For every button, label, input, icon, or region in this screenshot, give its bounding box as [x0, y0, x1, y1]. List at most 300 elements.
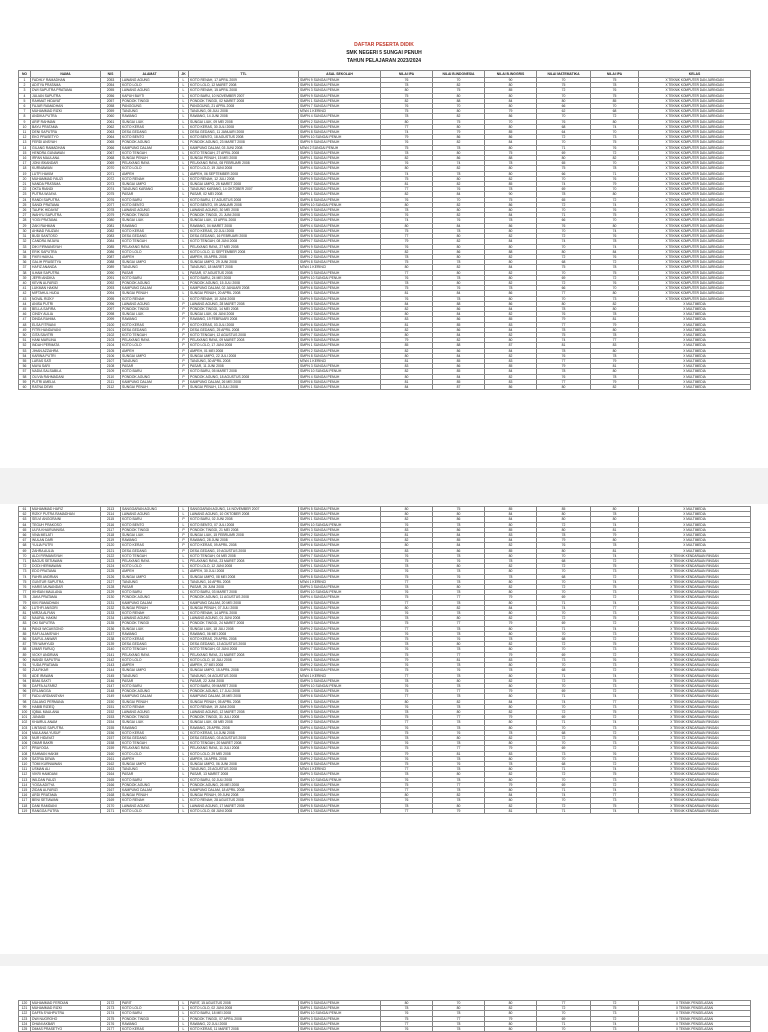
student-gender: L — [179, 1027, 189, 1032]
score-indonesian: 78 — [433, 569, 485, 574]
row-number: 104 — [19, 730, 31, 735]
student-name: IQBAL MAULANA — [31, 709, 101, 714]
student-nis: 2162 — [101, 761, 121, 766]
student-nis: 2071 — [101, 171, 121, 176]
student-address: PASAR — [121, 772, 179, 777]
score-indonesian: 82 — [433, 166, 485, 171]
score-ipa: 84 — [381, 301, 433, 306]
score-indonesian: 70 — [433, 104, 485, 109]
student-nis: 2065 — [101, 140, 121, 145]
score-math: 75 — [537, 265, 591, 270]
student-address: KOTO TENGAH — [121, 239, 179, 244]
student-birth: DESA GEDANG, 25 APRIL 2008 — [189, 327, 299, 332]
origin-school: SMPN 1 SUNGAI PENUH — [299, 98, 381, 103]
student-address: KOTO KERAS — [121, 228, 179, 233]
score-ipa: 81 — [381, 379, 433, 384]
score-indonesian: 86 — [433, 327, 485, 332]
origin-school: SMPN 5 SUNGAI PENUH — [299, 803, 381, 808]
row-number: 18 — [19, 166, 31, 171]
score-english: 85 — [485, 88, 537, 93]
score-math: 80 — [537, 517, 591, 522]
student-gender: P — [179, 343, 189, 348]
score-math: 66 — [537, 171, 591, 176]
row-number: 123 — [19, 1016, 31, 1021]
row-number: 88 — [19, 647, 31, 652]
student-gender: L — [179, 678, 189, 683]
row-number: 116 — [19, 793, 31, 798]
score-ipa: 80 — [381, 605, 433, 610]
score-ipa: 78 — [381, 585, 433, 590]
student-nis: 2145 — [101, 673, 121, 678]
student-class: X TEKNIK KOMPUTER DAN JARINGAN — [639, 182, 751, 187]
row-number: 83 — [19, 621, 31, 626]
student-birth: PONDOK TINGGI, 31 JULI 2008 — [189, 715, 299, 720]
row-number: 55 — [19, 358, 31, 363]
score-math: 70 — [537, 756, 591, 761]
score-indonesian: 78 — [433, 260, 485, 265]
origin-school: SMPN 9 SUNGAI PENUH — [299, 176, 381, 181]
score-ipa: 80 — [381, 223, 433, 228]
student-gender: L — [179, 751, 189, 756]
score-ipa-2: 79 — [591, 379, 639, 384]
row-number: 36 — [19, 260, 31, 265]
student-nis: 2093 — [101, 286, 121, 291]
score-indonesian: 86 — [433, 527, 485, 532]
student-address: PELAYANG RAYA — [121, 746, 179, 751]
student-class: X TEKNIK KOMPUTER DAN JARINGAN — [639, 114, 751, 119]
score-ipa-2: 75 — [591, 709, 639, 714]
student-name: GALANG PERMANA — [31, 699, 101, 704]
student-address: SUNGAI UMPO — [121, 574, 179, 579]
origin-school: SMPN 10 SUNGAI PENUH — [299, 683, 381, 688]
score-english: 79 — [485, 746, 537, 751]
student-name: ADE IRAWAN — [31, 673, 101, 678]
score-ipa-2: 73 — [591, 296, 639, 301]
origin-school: SMPN 1 SUNGAI PENUH — [299, 517, 381, 522]
score-ipa: 76 — [381, 104, 433, 109]
score-ipa: 75 — [381, 1016, 433, 1021]
score-indonesian: 88 — [433, 301, 485, 306]
score-ipa-2: 72 — [591, 689, 639, 694]
student-name: MUHAMMAD FERDIAN — [31, 1001, 101, 1006]
score-ipa: 75 — [381, 621, 433, 626]
student-class: X TEKNIK PENGELASAN — [639, 1027, 751, 1032]
score-indonesian: 84 — [433, 192, 485, 197]
score-english: 80 — [485, 798, 537, 803]
student-class: X MULTIMEDIA — [639, 507, 751, 512]
student-name: DANI RAMDANI — [31, 803, 101, 808]
score-ipa: 76 — [381, 569, 433, 574]
student-gender: L — [179, 1011, 189, 1016]
student-birth: KOTO TENGAH, 08 JUNI 2008 — [189, 239, 299, 244]
score-math: 68 — [537, 761, 591, 766]
origin-school: SMPN 9 SUNGAI PENUH — [299, 798, 381, 803]
student-gender: L — [179, 280, 189, 285]
student-nis: 2095 — [101, 296, 121, 301]
student-gender: L — [179, 166, 189, 171]
score-ipa: 77 — [381, 808, 433, 813]
score-math: 72 — [537, 564, 591, 569]
score-ipa-2: 72 — [591, 197, 639, 202]
score-math: 72 — [537, 254, 591, 259]
student-gender: L — [179, 208, 189, 213]
student-gender: P — [179, 369, 189, 374]
student-address: PASAR — [121, 270, 179, 275]
student-address: AMPEH — [121, 663, 179, 668]
student-address: KOTO BARU — [121, 590, 179, 595]
column-header: KELAS — [639, 71, 751, 78]
score-math: 71 — [537, 808, 591, 813]
row-number: 13 — [19, 140, 31, 145]
row-number: 80 — [19, 605, 31, 610]
score-ipa: 76 — [381, 590, 433, 595]
student-name: GUNTUR SAPUTRA — [31, 579, 101, 584]
student-birth: LAWANG AGUNG, 12 MARET 2008 — [189, 709, 299, 714]
origin-school: SMPN 5 SUNGAI PENUH — [299, 507, 381, 512]
student-gender: L — [179, 782, 189, 787]
student-class: X MULTIMEDIA — [639, 338, 751, 343]
student-name: KHAIRUL ANAM — [31, 720, 101, 725]
student-name: NOVAL RIZKY — [31, 296, 101, 301]
score-ipa: 77 — [381, 187, 433, 192]
score-indonesian: 84 — [433, 332, 485, 337]
score-math: 68 — [537, 260, 591, 265]
student-address: PONDOK AGUNG — [121, 689, 179, 694]
student-gender: L — [179, 286, 189, 291]
student-gender: P — [179, 358, 189, 363]
score-english: 86 — [485, 384, 537, 389]
origin-school: SMPN 9 SUNGAI PENUH — [299, 244, 381, 249]
student-birth: KOTO TENGAH, 02 JUNI 2008 — [189, 647, 299, 652]
score-ipa-2: 75 — [591, 270, 639, 275]
student-address: KOTO TENGAH — [121, 332, 179, 337]
score-ipa-2: 75 — [591, 678, 639, 683]
student-gender: L — [179, 114, 189, 119]
origin-school: SMPN 10 SUNGAI PENUH — [299, 275, 381, 280]
row-number: 52 — [19, 343, 31, 348]
student-address: PASAR — [121, 678, 179, 683]
score-math: 76 — [537, 119, 591, 124]
score-english: 90 — [485, 78, 537, 83]
student-birth: PONDOK AGUNG, 23 MARET 2008 — [189, 140, 299, 145]
score-indonesian: 87 — [433, 384, 485, 389]
score-english: 80 — [485, 590, 537, 595]
row-number: 34 — [19, 249, 31, 254]
student-gender: L — [179, 808, 189, 813]
score-ipa: 75 — [381, 595, 433, 600]
score-english: 79 — [485, 652, 537, 657]
score-english: 80 — [485, 741, 537, 746]
student-name: AHMAD FAUZAN — [31, 228, 101, 233]
score-ipa: 74 — [381, 218, 433, 223]
origin-school: SMPN 10 SUNGAI PENUH — [299, 135, 381, 140]
student-gender: L — [179, 83, 189, 88]
row-number: 95 — [19, 683, 31, 688]
score-english: 80 — [485, 631, 537, 636]
student-name: WANDI SAPUTRA — [31, 657, 101, 662]
student-address: AMPEH — [121, 569, 179, 574]
student-gender: L — [179, 119, 189, 124]
student-gender: L — [179, 265, 189, 270]
origin-school: SMPN 8 SUNGAI PENUH — [299, 130, 381, 135]
score-math: 70 — [537, 569, 591, 574]
score-ipa: 76 — [381, 553, 433, 558]
score-ipa: 77 — [381, 124, 433, 129]
student-birth: KOTO BARU, 02 JULI 2008 — [189, 777, 299, 782]
origin-school: SMPN 4 SUNGAI PENUH — [299, 782, 381, 787]
student-class: X MULTIMEDIA — [639, 543, 751, 548]
student-birth: PANGGUNG, 21 APRIL 2008 — [189, 104, 299, 109]
row-number: 30 — [19, 228, 31, 233]
score-ipa: 74 — [381, 171, 433, 176]
score-english: 82 — [485, 772, 537, 777]
column-header: NILAI B.INDONESIA — [433, 71, 485, 78]
score-ipa: 76 — [381, 631, 433, 636]
score-math: 71 — [537, 720, 591, 725]
student-class: X TEKNIK KOMPUTER DAN JARINGAN — [639, 218, 751, 223]
score-english: 79 — [485, 109, 537, 114]
student-class: X TEKNIK KOMPUTER DAN JARINGAN — [639, 88, 751, 93]
score-math: 70 — [537, 114, 591, 119]
score-ipa: 77 — [381, 767, 433, 772]
student-gender: L — [179, 187, 189, 192]
score-ipa: 76 — [381, 296, 433, 301]
score-math: 71 — [537, 787, 591, 792]
row-number: 51 — [19, 338, 31, 343]
score-math: 79 — [537, 538, 591, 543]
score-english: 80 — [485, 260, 537, 265]
score-indonesian: 80 — [433, 616, 485, 621]
score-ipa-2: 74 — [591, 202, 639, 207]
score-math: 77 — [537, 379, 591, 384]
student-birth: PONDOK AGUNG, 26 MEI 2008 — [189, 782, 299, 787]
score-math: 77 — [537, 291, 591, 296]
student-name: DAFFA ALFARIZ — [31, 683, 101, 688]
score-math: 74 — [537, 338, 591, 343]
student-birth: KOTO LOLO, 10 JULI 2008 — [189, 657, 299, 662]
student-class: X TEKNIK PENGELASAN — [639, 1006, 751, 1011]
score-indonesian: 80 — [433, 150, 485, 155]
score-ipa-2: 74 — [591, 553, 639, 558]
student-address: KOTO LOLO — [121, 249, 179, 254]
student-nis: 2103 — [101, 338, 121, 343]
score-indonesian: 82 — [433, 239, 485, 244]
student-class: X TEKNIK KENDARAAN RINGAN — [639, 777, 751, 782]
student-name: IKHSAN MAULANA — [31, 590, 101, 595]
score-ipa-2: 75 — [591, 78, 639, 83]
score-ipa-2: 72 — [591, 595, 639, 600]
score-ipa-2: 73 — [591, 1011, 639, 1016]
student-address: KOTO KERAS — [121, 124, 179, 129]
score-ipa-2: 72 — [591, 114, 639, 119]
row-number: 20 — [19, 176, 31, 181]
score-ipa: 75 — [381, 286, 433, 291]
row-number: 2 — [19, 83, 31, 88]
score-math: 72 — [537, 234, 591, 239]
row-number: 98 — [19, 699, 31, 704]
student-gender: L — [179, 223, 189, 228]
student-birth: SUNGAI PENUH, 13 JULI 2008 — [189, 384, 299, 389]
score-indonesian: 76 — [433, 668, 485, 673]
student-birth: KOTO BARU, 10 NOVEMBER 2007 — [189, 93, 299, 98]
student-address: LAWANG AGUNG — [121, 88, 179, 93]
score-ipa-2: 80 — [591, 517, 639, 522]
table-header — [19, 71, 751, 78]
student-address: AMPEH — [121, 348, 179, 353]
student-class: X TEKNIK KOMPUTER DAN JARINGAN — [639, 244, 751, 249]
row-number: 9 — [19, 119, 31, 124]
student-birth: KOTO RENAH, 12 JULI 2008 — [189, 176, 299, 181]
score-english: 82 — [485, 564, 537, 569]
student-birth: PELAYANG RAYA, 27 MEI 2008 — [189, 244, 299, 249]
student-class: X TEKNIK KENDARAAN RINGAN — [639, 631, 751, 636]
student-nis: 2080 — [101, 218, 121, 223]
student-class: X TEKNIK KOMPUTER DAN JARINGAN — [639, 98, 751, 103]
score-ipa-2: 70 — [591, 187, 639, 192]
score-math: 65 — [537, 197, 591, 202]
score-ipa: 77 — [381, 1021, 433, 1026]
score-math: 69 — [537, 187, 591, 192]
student-nis: 2074 — [101, 187, 121, 192]
student-nis: 2168 — [101, 793, 121, 798]
student-name: BELLA SAFIRA — [31, 306, 101, 311]
student-birth: SUNGAI LIUK, 13 APRIL 2008 — [189, 218, 299, 223]
row-number: 106 — [19, 741, 31, 746]
score-english: 85 — [485, 507, 537, 512]
origin-school: SMPN 1 SUNGAI PENUH — [299, 808, 381, 813]
student-class: X TEKNIK KOMPUTER DAN JARINGAN — [639, 192, 751, 197]
student-class: X TEKNIK KOMPUTER DAN JARINGAN — [639, 78, 751, 83]
score-math: 70 — [537, 611, 591, 616]
student-gender: L — [179, 668, 189, 673]
student-gender: P — [179, 543, 189, 548]
row-number: 49 — [19, 327, 31, 332]
score-english: 84 — [485, 265, 537, 270]
row-number: 69 — [19, 548, 31, 553]
student-address: DESA GEDANG — [121, 548, 179, 553]
score-indonesian: 78 — [433, 787, 485, 792]
student-birth: SUNGAI LIUK, 09 MEI 2008 — [189, 119, 299, 124]
score-ipa: 76 — [381, 78, 433, 83]
student-birth: PONDOK TINGGI, 02 MARET 2008 — [189, 98, 299, 103]
row-number: 105 — [19, 735, 31, 740]
score-indonesian: 82 — [433, 605, 485, 610]
score-ipa: 75 — [381, 260, 433, 265]
score-ipa-2: 84 — [591, 249, 639, 254]
student-birth: KOTO LOLO, 12 JUNI 2008 — [189, 564, 299, 569]
origin-school: SMPN 2 SUNGAI PENUH — [299, 533, 381, 538]
column-header: NILAI B.INGGRIS — [485, 71, 537, 78]
score-ipa: 76 — [381, 1011, 433, 1016]
student-address: KAMPUNG DALAM — [121, 600, 179, 605]
score-math: 66 — [537, 218, 591, 223]
student-birth: KAMPUNG DALAM, 02 JANUARI 2008 — [189, 286, 299, 291]
row-number: 90 — [19, 657, 31, 662]
student-name: OMAR BAKRI — [31, 741, 101, 746]
student-nis: 2070 — [101, 166, 121, 171]
score-math: 72 — [537, 135, 591, 140]
origin-school: SMPN 3 SUNGAI PENUH — [299, 213, 381, 218]
score-indonesian: 78 — [433, 647, 485, 652]
score-ipa: 80 — [381, 512, 433, 517]
origin-school: SMPN 9 SUNGAI PENUH — [299, 338, 381, 343]
row-number: 1 — [19, 78, 31, 83]
score-ipa-2: 74 — [591, 694, 639, 699]
student-class: X TEKNIK KOMPUTER DAN JARINGAN — [639, 228, 751, 233]
student-address: PELAYANG RAYA — [121, 161, 179, 166]
origin-school: SMPN 5 SUNGAI PENUH — [299, 83, 381, 88]
student-nis: 2152 — [101, 709, 121, 714]
score-ipa-2: 81 — [591, 364, 639, 369]
student-gender: L — [179, 767, 189, 772]
row-number: 25 — [19, 202, 31, 207]
score-ipa: 75 — [381, 559, 433, 564]
student-name: ZULFIKAR — [31, 668, 101, 673]
score-ipa-2: 78 — [591, 512, 639, 517]
student-class: X MULTIMEDIA — [639, 312, 751, 317]
student-name: SELVI ANGGRAINI — [31, 517, 101, 522]
score-ipa-2: 80 — [591, 369, 639, 374]
student-address: SUNGAI LIUK — [121, 312, 179, 317]
score-math: 73 — [537, 751, 591, 756]
student-gender: P — [179, 306, 189, 311]
score-indonesian: 77 — [433, 689, 485, 694]
score-math: 72 — [537, 772, 591, 777]
student-nis: 2144 — [101, 668, 121, 673]
score-ipa: 80 — [381, 1001, 433, 1006]
student-class: X TEKNIK KOMPUTER DAN JARINGAN — [639, 197, 751, 202]
score-ipa: 75 — [381, 730, 433, 735]
score-ipa: 80 — [381, 699, 433, 704]
student-class: X TEKNIK KOMPUTER DAN JARINGAN — [639, 239, 751, 244]
origin-school: SMPN 2 SUNGAI PENUH — [299, 720, 381, 725]
score-indonesian: 78 — [433, 767, 485, 772]
score-indonesian: 86 — [433, 548, 485, 553]
student-gender: L — [179, 787, 189, 792]
score-ipa: 75 — [381, 715, 433, 720]
score-english: 82 — [485, 1006, 537, 1011]
score-indonesian: 80 — [433, 1006, 485, 1011]
row-number: 44 — [19, 301, 31, 306]
student-class: X TEKNIK KOMPUTER DAN JARINGAN — [639, 208, 751, 213]
student-gender: L — [179, 522, 189, 527]
student-class: X TEKNIK KENDARAAN RINGAN — [639, 746, 751, 751]
student-gender: L — [179, 98, 189, 103]
student-address: KAMPUNG DALAM — [121, 145, 179, 150]
row-number: 35 — [19, 254, 31, 259]
student-address: PONDOK AGUNG — [121, 782, 179, 787]
score-english: 80 — [485, 296, 537, 301]
score-english: 82 — [485, 803, 537, 808]
origin-school: SMPN 6 SUNGAI PENUH — [299, 730, 381, 735]
student-nis: 2124 — [101, 564, 121, 569]
student-name: JAKA PRATAMA — [31, 595, 101, 600]
score-english: 70 — [485, 119, 537, 124]
student-class: X TEKNIK KOMPUTER DAN JARINGAN — [639, 254, 751, 259]
student-address: DESA GEDANG — [121, 327, 179, 332]
score-ipa: 78 — [381, 678, 433, 683]
origin-school: SMPN 1 SUNGAI PENUH — [299, 249, 381, 254]
score-ipa: 75 — [381, 782, 433, 787]
student-nis: 2126 — [101, 574, 121, 579]
score-math: 80 — [537, 301, 591, 306]
score-ipa-2: 73 — [591, 611, 639, 616]
score-indonesian: 77 — [433, 595, 485, 600]
score-english: 78 — [485, 668, 537, 673]
student-name: HABIB RIZIEQ — [31, 704, 101, 709]
student-nis: 2170 — [101, 803, 121, 808]
student-nis: 2153 — [101, 715, 121, 720]
